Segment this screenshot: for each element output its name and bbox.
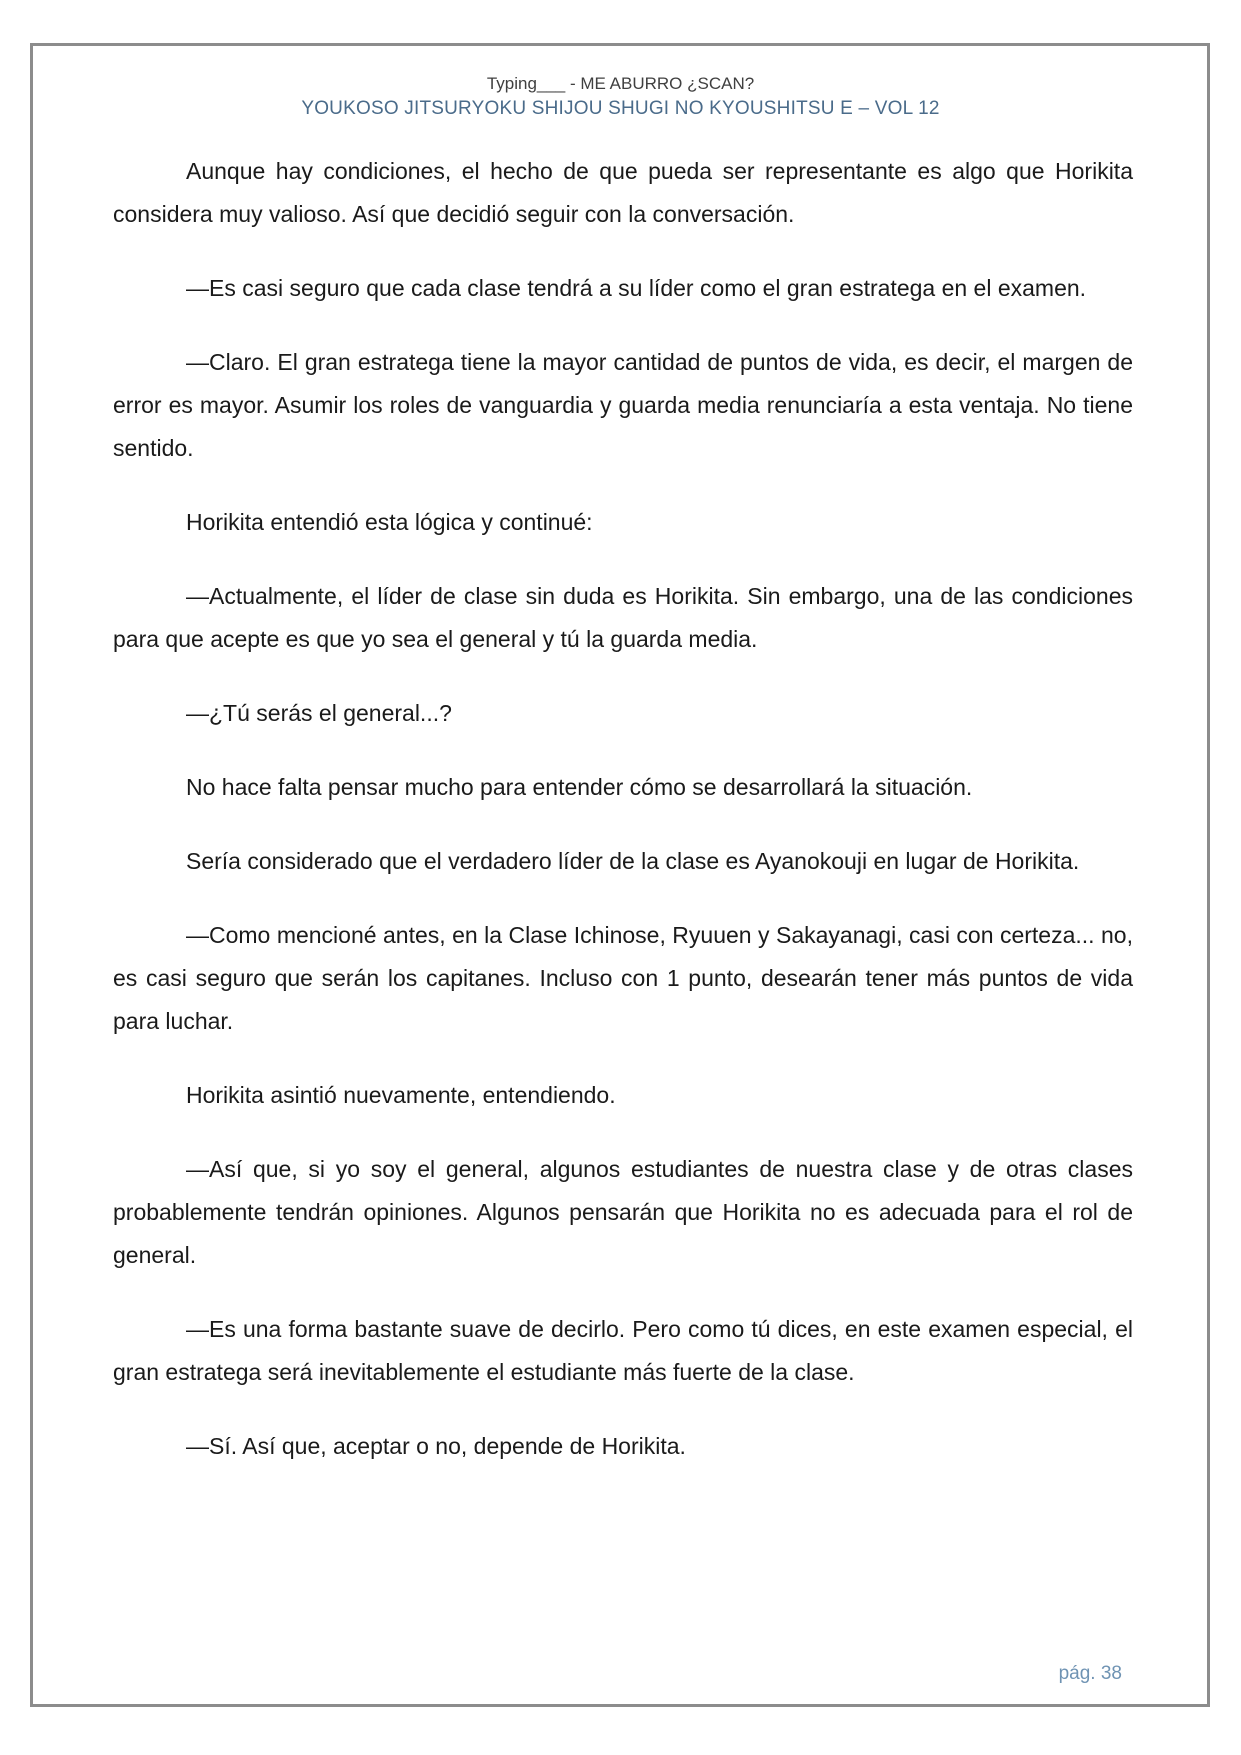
paragraph: —Claro. El gran estratega tiene la mayor cantidad de puntos de vida, es decir, el margen de error es mayor. Asumir los roles de vanguardia y guarda media renunciaría a esta ventaja. No tiene sentido. [113, 349, 1133, 461]
paragraph: —Es una forma bastante suave de decirlo. Pero como tú dices, en este examen especial, el gran estratega será inevitablemente el estudiante más fuerte de la clase. [113, 1316, 1133, 1385]
paragraph: No hace falta pensar mucho para entender cómo se desarrollará la situación. [186, 774, 973, 800]
paragraph: —Es casi seguro que cada clase tendrá a su líder como el gran estratega en el examen. [186, 275, 1087, 301]
page-number: pág. 38 [1058, 1663, 1122, 1684]
book-title: YOUKOSO JITSURYOKU SHIJOU SHUGI NO KYOUSHITSU E – VOL 12 [301, 98, 940, 119]
paragraph: Aunque hay condiciones, el hecho de que pueda ser representante es algo que Horikita considera muy valioso. Así que decidió seguir con la conversación. [113, 158, 1133, 227]
paragraph: —¿Tú serás el general...? [186, 700, 452, 726]
translator-credit: Typing___ - ME ABURRO ¿SCAN? [486, 74, 755, 93]
paragraph: —Así que, si yo soy el general, algunos estudiantes de nuestra clase y de otras clases probablemente tendrán opiniones. Algunos pensarán que Horikita no es adecuada para el rol de general. [113, 1156, 1133, 1268]
paragraph: —Como mencioné antes, en la Clase Ichinose, Ryuuen y Sakayanagi, casi con certeza... no, es casi seguro que serán los capitanes. Incluso con 1 punto, desearán tener más puntos de vida para luchar. [113, 922, 1133, 1034]
paragraph: Horikita entendió esta lógica y continué: [186, 509, 593, 535]
paragraph: Horikita asintió nuevamente, entendiendo. [186, 1082, 616, 1108]
paragraph: —Actualmente, el líder de clase sin duda es Horikita. Sin embargo, una de las condiciones para que acepte es que yo sea el general y tú la guarda media. [113, 583, 1133, 652]
body-text [113, 150, 1133, 1499]
paragraph: —Sí. Así que, aceptar o no, depende de Horikita. [186, 1433, 686, 1459]
paragraph: Sería considerado que el verdadero líder de la clase es Ayanokouji en lugar de Horikita. [186, 848, 1080, 874]
page-header [0, 72, 1241, 122]
